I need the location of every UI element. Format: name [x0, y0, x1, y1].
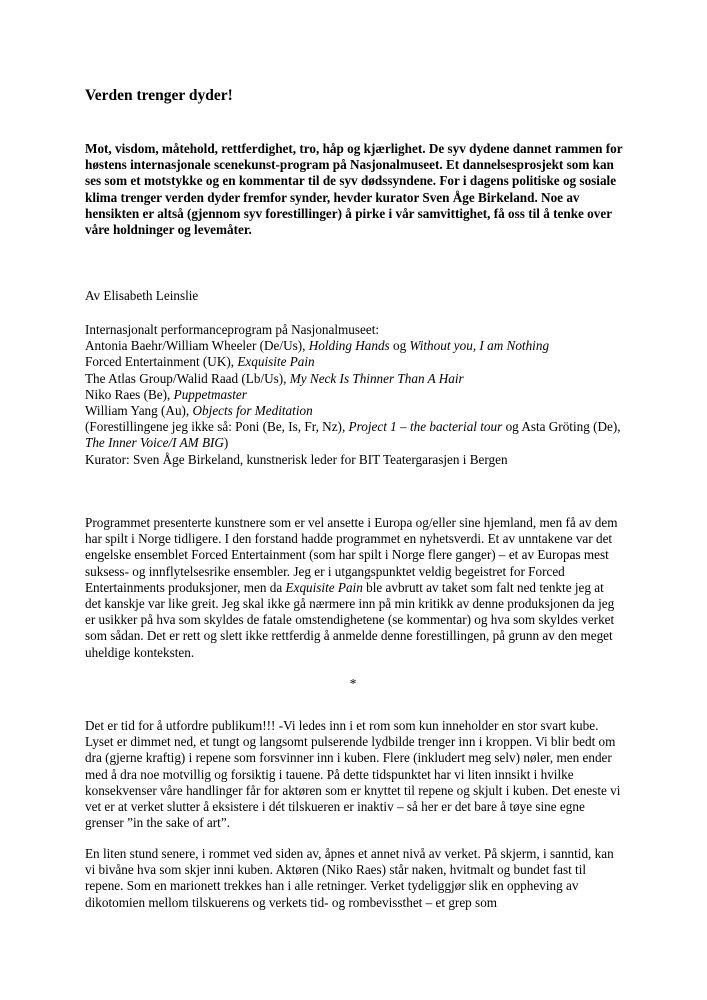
italic-text: Puppetmaster — [173, 386, 247, 402]
plain-text: Forced Entertainment (UK), — [85, 354, 238, 370]
plain-text: og — [389, 338, 410, 354]
plain-text: Niko Raes (Be), — [85, 386, 174, 402]
program-line — [85, 354, 621, 370]
byline: Av Elisabeth Leinslie — [85, 288, 199, 303]
program-line — [85, 419, 621, 451]
program-list — [85, 322, 621, 468]
italic-text: My Neck Is Thinner Than A Hair — [289, 370, 464, 386]
italic-text: Without you, I am Nothing — [409, 338, 550, 354]
plain-text: ble avbrutt av taket som falt ned tenkte jeg at det kanskje var like greit. Jeg skal ikke gå nærmere inn på min kritikk av denne produksjonen da jeg er usikker på hva som skyldes de fatale omstendighetene (se kommentar) og hva som skyldes verket som sådan. Det er rett og slett ikke rettferdig å anmelde denne forestillingen, på grunn av den meget uheldige konteksten. — [85, 579, 615, 660]
lead-paragraph: Mot, visdom, måtehold, rettferdighet, tro, håp og kjærlighet. De syv dydene dannet rammen for høstens internasjonale scenekunst-program på Nasjonalmuseet. Et dannelsesprosjekt som kan ses som et motstykke og en kommentar til de syv dødssyndene. For i dagens politiske og sosiale klima trenger verden dyder fremfor synder, hevder kurator Sven Åge Birkeland. Noe av hensikten er altså (gjennom syv forestillinger) å pirke i vår samvittighet, få oss til å tenke over våre holdninger og levemåter. — [85, 141, 623, 238]
body-paragraph-1 — [85, 515, 621, 661]
plain-text: William Yang (Au), — [85, 403, 193, 419]
program-line — [85, 322, 621, 338]
page-title: Verden trenger dyder! — [85, 87, 233, 104]
program-line — [85, 387, 621, 403]
plain-text: The Atlas Group/Walid Raad (Lb/Us), — [85, 370, 290, 386]
program-line — [85, 452, 621, 468]
plain-text: (Forestillingene jeg ikke så: Poni (Be, Is, Fr, Nz), — [85, 419, 349, 435]
italic-text: Objects for Meditation — [192, 403, 313, 419]
document-content — [85, 88, 621, 1000]
body-paragraph-2: Det er tid for å utfordre publikum!!! -Vi ledes inn i et rom som kun inneholder en stor svart kube. Lyset er dimmet ned, et tungt og langsomt pulserende lydbilde trenger inn i kroppen. Vi blir bedt om dra (gjerne kraftig) i repene som forsvinner inn i kuben. Flere (inkludert meg selv) nøler, men ender med å dra noe motvillig og forsiktig i tauene. På dette tidspunktet har vi liten innsikt i hvilke konsekvenser våre handlinger får for aktøren som er knyttet til repene og skjult i kuben. Det eneste vi vet er at verket slutter å eksistere i dét tilskueren er inaktiv – så her er det bare å tøye sine egne grenser ”in the sake of art”. — [85, 718, 621, 831]
plain-text: ) — [223, 435, 229, 451]
italic-text: Holding Hands — [308, 338, 390, 354]
italic-text: Exquisite Pain — [285, 579, 363, 595]
italic-text: Project 1 – the bacterial tour — [348, 419, 503, 435]
body-paragraph-3: En liten stund senere, i rommet ved siden av, åpnes et annet nivå av verket. På skjerm, i sanntid, kan vi bivåne hva som skjer inni kuben. Aktøren (Niko Raes) står naken, hvitmalt og bundet fast til repene. Som en marionett trekkes han i alle retninger. Verket tydeliggjør slik en oppheving av dikotomien mellom tilskuerens og verkets tid- og rombevissthet – et grep som — [85, 846, 614, 910]
plain-text: og Asta Gröting (De), — [502, 419, 621, 435]
program-line — [85, 371, 621, 387]
program-line — [85, 403, 621, 419]
plain-text: Antonia Baehr/William Wheeler (De/Us), — [85, 338, 309, 354]
plain-text: Internasjonalt performanceprogram på Nasjonalmuseet: — [85, 322, 380, 337]
italic-text: The Inner Voice/I AM BIG — [85, 435, 224, 451]
plain-text: Kurator: Sven Åge Birkeland, kunstnerisk leder for BIT Teatergarasjen i Bergen — [85, 451, 508, 467]
italic-text: Exquisite Pain — [237, 354, 315, 370]
section-separator: * — [349, 676, 357, 691]
program-line — [85, 338, 621, 354]
plain-text: Programmet presenterte kunstnere som er vel ansette i Europa og/eller sine hjemland, men få av dem har spilt i Norge tidligere. I den forstand hadde programmet en nyhetsverdi. Et av unntakene var det engelske ensemblet Forced Entertainment (som har spilt i Norge flere ganger) – et av Europas mest suksess- og innflytelsesrike ensembler. Jeg er i utgangspunktet veldig begeistret for Forced Entertainments produksjoner, men da — [85, 515, 618, 595]
